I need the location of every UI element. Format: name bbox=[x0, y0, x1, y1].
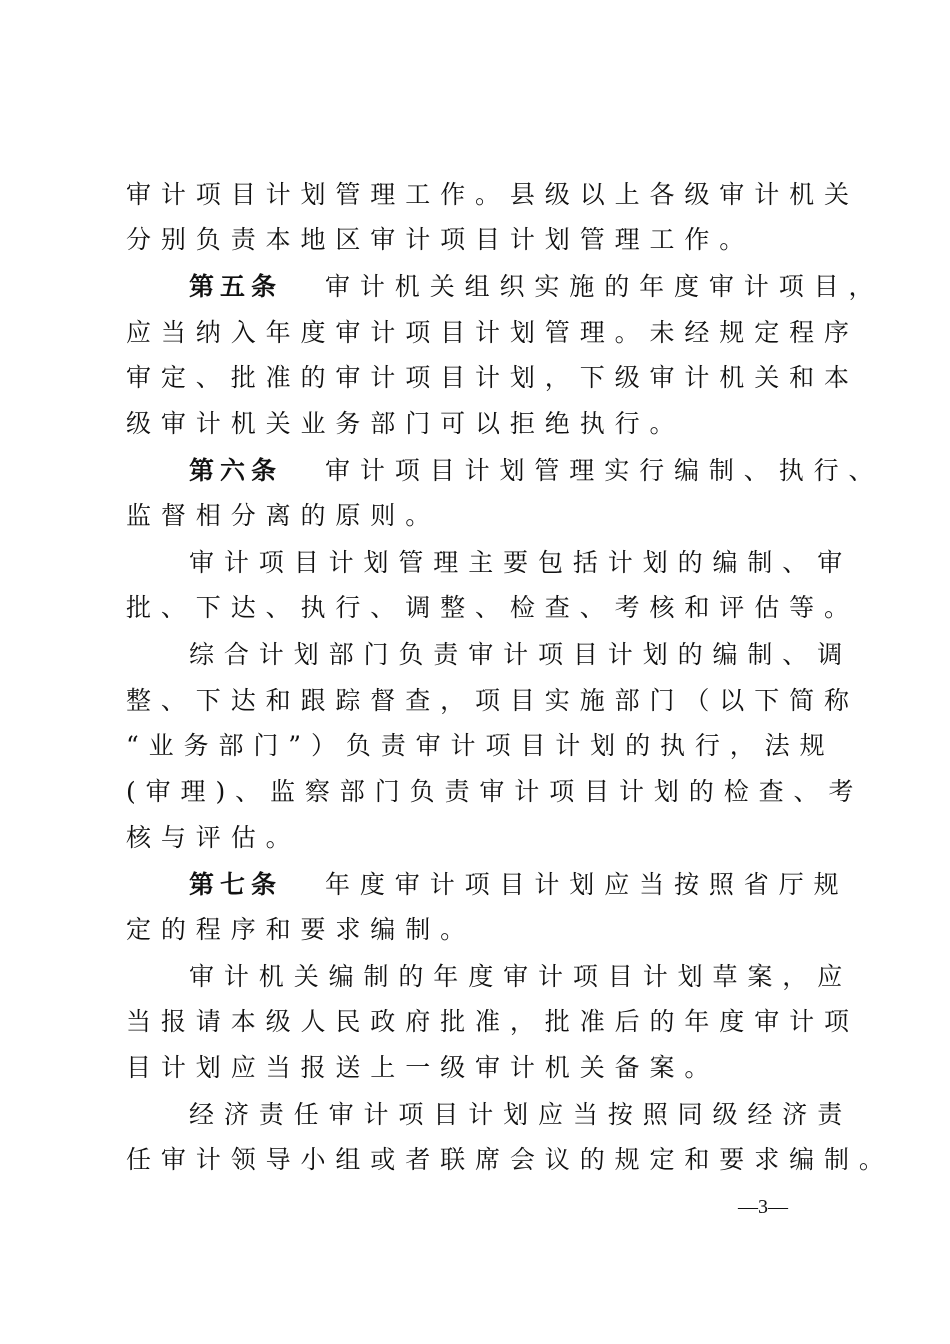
line-text: 定的程序和要求编制。 bbox=[126, 915, 476, 944]
line-text: 核与评估。 bbox=[126, 823, 301, 852]
line-text: 年度审计项目计划应当按照省厅规 bbox=[325, 870, 849, 899]
line-text: 综合计划部门负责审计项目计划的编制、调 bbox=[189, 640, 853, 669]
line-text: 审计项目计划管理实行编制、执行、 bbox=[325, 456, 884, 485]
article-number: 第七条 bbox=[189, 870, 283, 899]
line-text: 级审计机关业务部门可以拒绝执行。 bbox=[126, 409, 685, 438]
line-text: 审计项目计划管理主要包括计划的编制、审 bbox=[189, 548, 853, 577]
line-text: 审计项目计划管理工作。县级以上各级审计机关 bbox=[126, 180, 859, 209]
line-text: “业务部门”）负责审计项目计划的执行，法规 bbox=[126, 731, 835, 760]
line-text: 应当纳入年度审计项目计划管理。未经规定程序 bbox=[126, 318, 859, 347]
line-text: (审理)、监察部门负责审计项目计划的检查、考 bbox=[126, 777, 864, 806]
line-text: 监督相分离的原则。 bbox=[126, 501, 441, 530]
line-text: 批、下达、执行、调整、检查、考核和评估等。 bbox=[126, 593, 859, 622]
article-number: 第五条 bbox=[189, 272, 283, 301]
line-text: 任审计领导小组或者联席会议的规定和要求编制。 bbox=[126, 1145, 894, 1174]
line-text: 经济责任审计项目计划应当按照同级经济责 bbox=[189, 1100, 853, 1129]
page-number: —3— bbox=[738, 1196, 788, 1218]
line-text: 审定、批准的审计项目计划，下级审计机关和本 bbox=[126, 363, 859, 392]
line-text: 整、下达和跟踪督查，项目实施部门（以下简称 bbox=[126, 686, 859, 715]
line-text: 分别负责本地区审计项目计划管理工作。 bbox=[126, 225, 755, 254]
article-number: 第六条 bbox=[189, 456, 283, 485]
line-text: 审计机关编制的年度审计项目计划草案，应 bbox=[189, 962, 853, 991]
line-text: 审计机关组织实施的年度审计项目， bbox=[325, 272, 884, 301]
line-text: 目计划应当报送上一级审计机关备案。 bbox=[126, 1053, 720, 1082]
line-text: 当报请本级人民政府批准，批准后的年度审计项 bbox=[126, 1007, 859, 1036]
